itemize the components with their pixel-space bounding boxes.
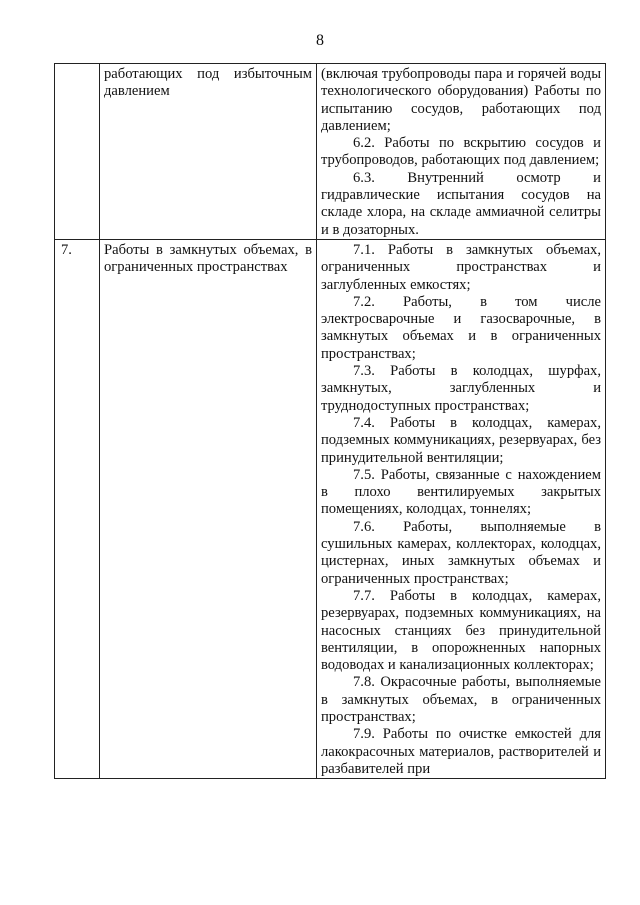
- work-item: 6.3. Внутренний осмотр и гидравлические испытания сосудов на складе хлора, на складе аммиачной селитры и в дозаторных.: [321, 169, 601, 238]
- page-number: 8: [316, 32, 324, 49]
- work-item: 7.5. Работы, связанные с нахождением в плохо вентилируемых закрытых помещениях, колодцах, тоннелях;: [321, 466, 601, 518]
- work-item: 7.7. Работы в колодцах, камерах, резервуарах, подземных коммуникациях, на насосных станциях без принудительной вентиляции, в опорожненных напорных водоводах и канализационных коллекторах;: [321, 587, 601, 674]
- table-row-6-continued: [55, 64, 606, 240]
- work-item: 7.2. Работы, в том числе электросварочные и газосварочные, в замкнутых объемах и в ограниченных пространствах;: [321, 293, 601, 362]
- work-item: 7.8. Окрасочные работы, выполняемые в замкнутых объемах, в ограниченных пространствах;: [321, 674, 601, 725]
- work-item: 7.6. Работы, выполняемые в сушильных камерах, коллекторах, колодцах, цистернах, иных замкнутых объемах и ограниченных пространствах;: [321, 518, 601, 587]
- work-item: 7.9. Работы по очистке емкостей для лакокрасочных материалов, растворителей и разбавителей при: [321, 726, 601, 777]
- work-item: 7.1. Работы в замкнутых объемах, ограниченных пространствах и заглубленных емкостях;: [321, 241, 601, 293]
- work-list-cell: [317, 239, 606, 778]
- work-item: 6.2. Работы по вскрытию сосудов и трубопроводов, работающих под давлением;: [321, 135, 601, 169]
- work-item: 7.3. Работы в колодцах, шурфах, замкнутых, заглубленных и труднодоступных пространствах;: [321, 363, 601, 414]
- row-number: 7.: [55, 239, 100, 778]
- work-type-cell: работающих под избыточным давлением: [100, 64, 317, 240]
- work-item-continued: (включая трубопроводы пара и горячей воды технологического оборудования) Работы по испытанию сосудов, работающих под давлением;: [321, 66, 601, 134]
- work-item: 7.4. Работы в колодцах, камерах, подземных коммуникациях, резервуарах, без принудительной вентиляции;: [321, 414, 601, 466]
- work-type-cell: Работы в замкнутых объемах, в ограниченных пространствах: [100, 239, 317, 778]
- work-list-cell: [317, 64, 606, 240]
- row-number: [55, 64, 100, 240]
- work-types-table: [54, 63, 606, 779]
- table-row-7: [55, 239, 606, 778]
